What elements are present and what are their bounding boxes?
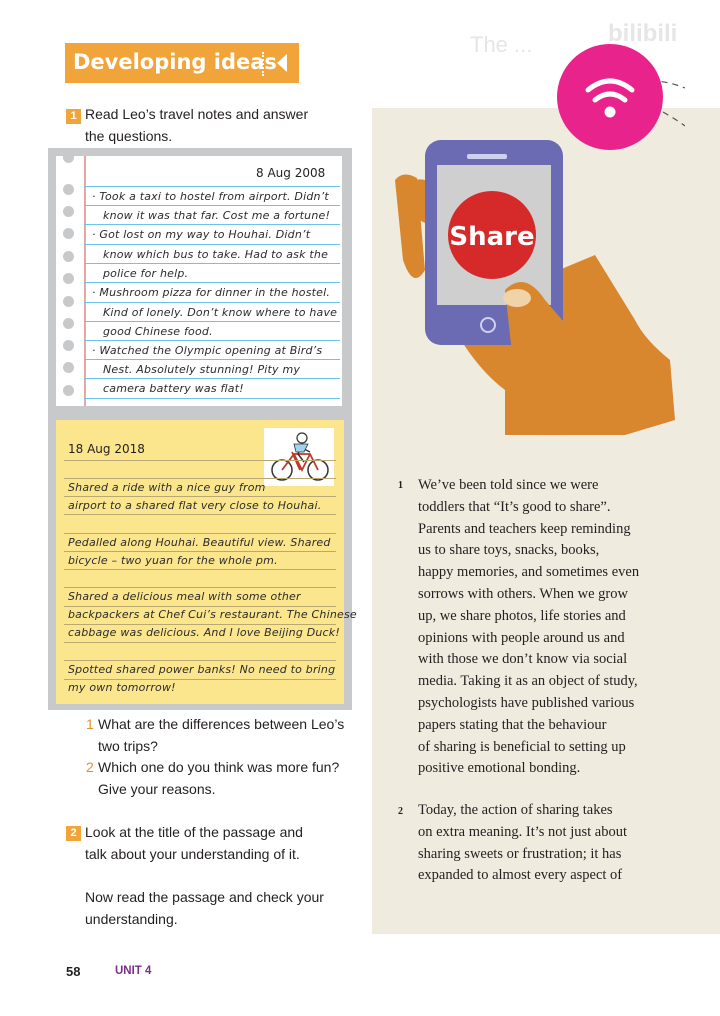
- note-line: police for help.: [103, 267, 189, 280]
- note-line: Shared a ride with a nice guy from: [68, 481, 266, 494]
- ring-hole: [63, 385, 74, 396]
- sub-question-number: 1: [86, 716, 94, 732]
- ruled-line: [84, 321, 340, 322]
- ring-hole: [63, 152, 74, 163]
- question-line: Which one do you think was more fun?: [98, 759, 340, 775]
- ruled-line: [84, 263, 340, 264]
- ruled-line: [84, 302, 340, 303]
- ruled-line: [64, 642, 336, 643]
- note-date: 18 Aug 2018: [68, 442, 145, 456]
- section-banner: [65, 43, 299, 83]
- paragraph-line: sharing sweets or frustration; it has: [418, 845, 622, 862]
- ruled-line: [84, 398, 340, 399]
- note-line: my own tomorrow!: [68, 681, 176, 694]
- travel-notes-2018: [48, 412, 357, 710]
- note-line: good Chinese food.: [103, 325, 213, 338]
- paragraph-line: opinions with people around us and: [418, 629, 625, 646]
- question-line: Give your reasons.: [98, 780, 216, 797]
- note-line: Kind of lonely. Don’t know where to have: [103, 306, 338, 319]
- ring-hole: [63, 318, 74, 329]
- question-2-badge: 2: [66, 826, 81, 841]
- paragraph-line: papers stating that the behaviour: [418, 716, 607, 733]
- note-line: bicycle – two yuan for the whole pm.: [68, 554, 278, 567]
- ruled-line: [64, 587, 336, 588]
- question-1-badge: 1: [66, 109, 81, 124]
- note-line: · Got lost on my way to Houhai. Didn’t: [92, 228, 311, 241]
- wifi-badge: [557, 44, 663, 150]
- note-line: know which bus to take. Had to ask the: [103, 248, 329, 261]
- paragraph-line: with those we don’t know via social: [418, 651, 628, 668]
- ruled-line: [64, 460, 336, 461]
- paragraph-1: [418, 475, 639, 780]
- ruled-line: [64, 624, 336, 625]
- note-date: 8 Aug 2008: [256, 166, 326, 180]
- ring-hole: [63, 340, 74, 351]
- note-line: cabbage was delicious. And I love Beijing Duck!: [68, 626, 340, 639]
- sticky-note: [56, 420, 357, 704]
- ruled-line: [64, 478, 336, 479]
- ring-hole: [63, 184, 74, 195]
- paragraph-line: Parents and teachers keep reminding: [418, 520, 631, 537]
- ruled-line: [64, 679, 336, 680]
- travel-notes-2008: [48, 148, 352, 412]
- question-line: Look at the title of the passage and: [85, 824, 303, 840]
- paragraph-line: expanded to almost every aspect of: [418, 867, 623, 884]
- note-line: · Mushroom pizza for dinner in the hostel.: [92, 286, 331, 299]
- question-line: talk about your understanding of it.: [85, 845, 300, 862]
- note-line: backpackers at Chef Cui’s restaurant. The Chinese: [68, 608, 357, 621]
- ruled-line: [64, 496, 336, 497]
- sub-question-2: [98, 757, 339, 800]
- question-2-text: [85, 822, 303, 865]
- ruled-line: [84, 359, 340, 360]
- paragraph-line: up, we share photos, life stories and: [418, 607, 626, 624]
- question-line: two trips?: [98, 737, 158, 754]
- note-line: know it was that far. Cost me a fortune!: [103, 209, 331, 222]
- paragraph-number: 2: [398, 806, 403, 817]
- paragraph-line: sorrows with others. When we grow: [418, 585, 628, 602]
- paragraph-line: toddlers that “It’s good to share”.: [418, 498, 611, 515]
- margin-line: [84, 156, 86, 406]
- ruled-line: [84, 244, 340, 245]
- paragraph-line: us to share toys, snacks, books,: [418, 542, 600, 559]
- note-line: · Watched the Olympic opening at Bird’s: [92, 344, 323, 357]
- section-title: Developing ideas: [73, 50, 277, 74]
- paragraph-line: happy memories, and sometimes even: [418, 564, 640, 581]
- ring-hole: [63, 228, 74, 239]
- watermark-logo: bilibili: [608, 20, 678, 47]
- share-badge-label: Share: [449, 222, 535, 252]
- ruled-line: [64, 551, 336, 552]
- ruled-line: [84, 340, 340, 341]
- ruled-line: [64, 533, 336, 534]
- note-line: Nest. Absolutely stunning! Pity my: [103, 363, 301, 376]
- ruled-line: [64, 569, 336, 570]
- paragraph-2: [418, 800, 627, 887]
- ruled-line: [84, 224, 340, 225]
- paragraph-line: positive emotional bonding.: [418, 760, 581, 777]
- ruled-line: [84, 378, 340, 379]
- ruled-line: [84, 186, 340, 187]
- paragraph-line: media. Taking it as an object of study,: [418, 673, 638, 690]
- question-line: the questions.: [85, 127, 173, 144]
- paragraph-line: on extra meaning. It’s not just about: [418, 823, 628, 840]
- ring-hole: [63, 251, 74, 262]
- sub-question-number: 2: [86, 759, 94, 775]
- paragraph-line: We’ve been told since we were: [418, 477, 599, 493]
- unit-label: UNIT 4: [115, 965, 152, 977]
- question-2-followup: [85, 887, 324, 930]
- question-line: Read Leo’s travel notes and answer: [85, 106, 309, 122]
- question-line: What are the differences between Leo’s: [98, 716, 345, 732]
- note-line: airport to a shared flat very close to Houhai.: [68, 499, 322, 512]
- ruled-line: [84, 282, 340, 283]
- paragraph-line: of sharing is beneficial to setting up: [418, 738, 626, 755]
- note-line: Shared a delicious meal with some other: [68, 590, 301, 603]
- hand-phone-illustration: [395, 30, 685, 450]
- notebook-page: [56, 156, 342, 406]
- ring-hole: [63, 273, 74, 284]
- watermark-text: The ...: [470, 32, 533, 57]
- ruled-line: [64, 514, 336, 515]
- ring-hole: [63, 362, 74, 373]
- note-line: · Took a taxi to hostel from airport. Didn’t: [92, 190, 329, 203]
- ring-hole: [63, 296, 74, 307]
- note-line: camera battery was flat!: [103, 382, 244, 395]
- note-line: Pedalled along Houhai. Beautiful view. Shared: [68, 536, 331, 549]
- paragraph-line: Today, the action of sharing takes: [418, 802, 613, 818]
- banner-divider: [262, 52, 264, 76]
- ruled-line: [64, 606, 336, 607]
- ring-hole: [63, 206, 74, 217]
- question-line: understanding.: [85, 910, 178, 927]
- sub-question-1: [98, 714, 344, 757]
- triangle-left-icon: [277, 54, 287, 72]
- question-1-text: [85, 104, 308, 147]
- note-line: Spotted shared power banks! No need to bring: [68, 663, 336, 676]
- page-number: 58: [66, 964, 81, 979]
- paragraph-line: psychologists have published various: [418, 694, 635, 711]
- paragraph-number: 1: [398, 480, 403, 491]
- ruled-line: [64, 660, 336, 661]
- ruled-line: [84, 205, 340, 206]
- question-line: Now read the passage and check your: [85, 889, 324, 905]
